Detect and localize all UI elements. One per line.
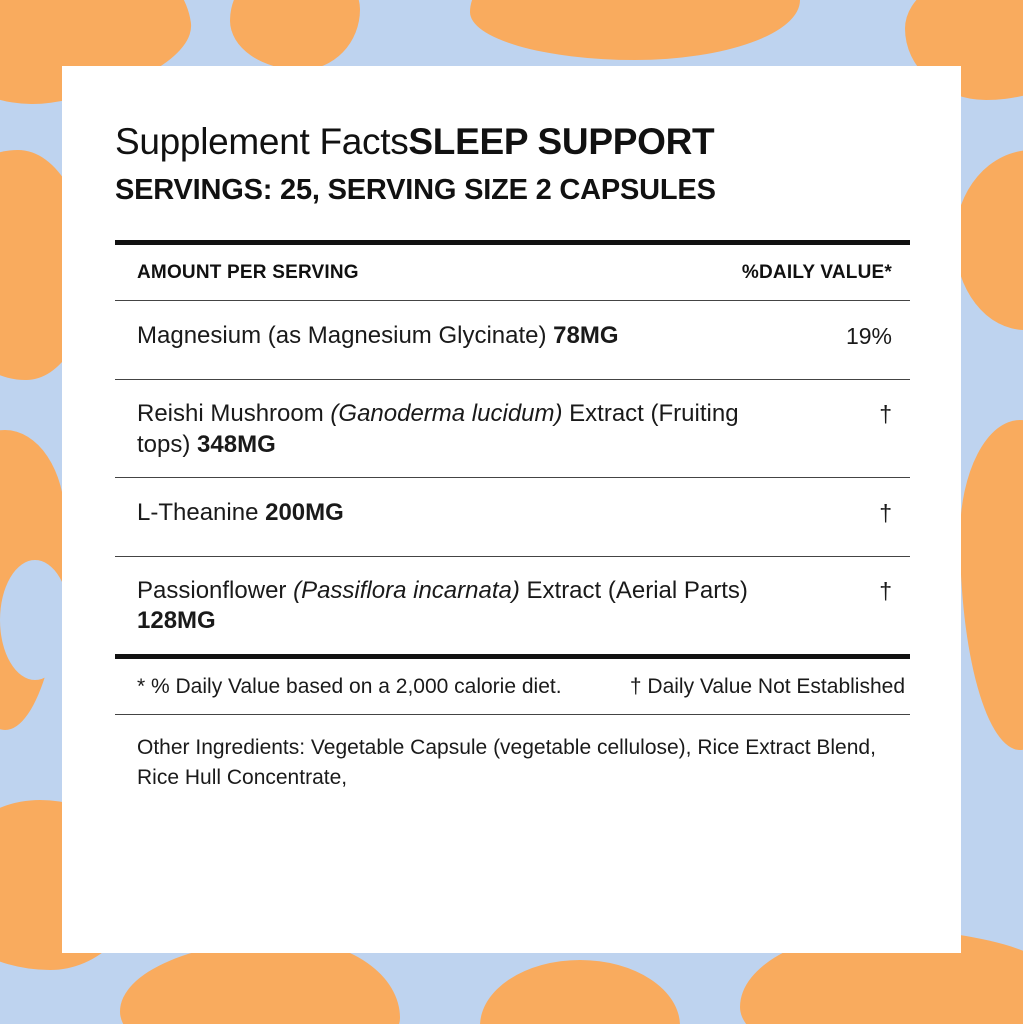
ingredient-daily-value: † [879, 499, 892, 526]
decorative-blob [955, 150, 1023, 330]
ingredient-amount: 200MG [265, 498, 344, 526]
supplement-facts-panel [62, 66, 961, 953]
decorative-blob [480, 960, 680, 1024]
table-header [115, 245, 910, 300]
decorative-blob [0, 430, 65, 730]
panel-title-main: Supplement Facts [115, 121, 409, 162]
footnote-dagger: † Daily Value Not Established [629, 674, 905, 698]
table-row [115, 301, 910, 379]
panel-title [115, 118, 910, 165]
ingredient-name [137, 399, 777, 460]
ingredient-daily-value: 19% [845, 323, 892, 350]
ingredient-name-text: Reishi Mushroom [137, 400, 331, 428]
header-daily-value: %DAILY VALUE* [741, 262, 892, 284]
decorative-blob [0, 560, 70, 680]
footnote-daily-value: * % Daily Value based on a 2,000 calorie diet. [137, 674, 562, 698]
ingredient-latin-name: (Passiflora incarnata) [293, 576, 520, 604]
decorative-blob [470, 0, 800, 60]
ingredient-name [137, 321, 619, 351]
ingredient-amount: 78MG [553, 322, 619, 350]
table-row [115, 380, 910, 477]
ingredient-amount: 348MG [197, 430, 276, 458]
ingredient-name-text: Magnesium (as Magnesium Glycinate) [137, 322, 554, 350]
header-amount-per-serving: AMOUNT PER SERVING [137, 262, 359, 284]
ingredient-daily-value: † [879, 577, 892, 604]
ingredient-name [137, 498, 344, 528]
servings-line: SERVINGS: 25, SERVING SIZE 2 CAPSULES [115, 174, 716, 207]
ingredient-name [137, 576, 777, 637]
ingredient-name-suffix: Extract (Aerial Parts) [519, 576, 748, 604]
ingredient-name-suffix: Extract (Fruiting tops) [137, 400, 739, 458]
other-ingredients: Other Ingredients: Vegetable Capsule (vegetable cellulose), Rice Extract Blend, Rice Hull Concentrate, [137, 735, 876, 789]
panel-title-product: SLEEP SUPPORT [408, 121, 715, 162]
ingredient-name-text: L-Theanine [137, 498, 266, 526]
table-row [115, 478, 910, 556]
ingredient-amount: 128MG [137, 607, 216, 635]
decorative-blob [960, 420, 1023, 750]
decorative-blob [230, 0, 360, 70]
ingredient-name-text: Passionflower [137, 576, 294, 604]
ingredient-latin-name: (Ganoderma lucidum) [330, 400, 563, 428]
ingredient-daily-value: † [879, 401, 892, 428]
table-row [115, 557, 910, 654]
footnotes [115, 659, 910, 714]
